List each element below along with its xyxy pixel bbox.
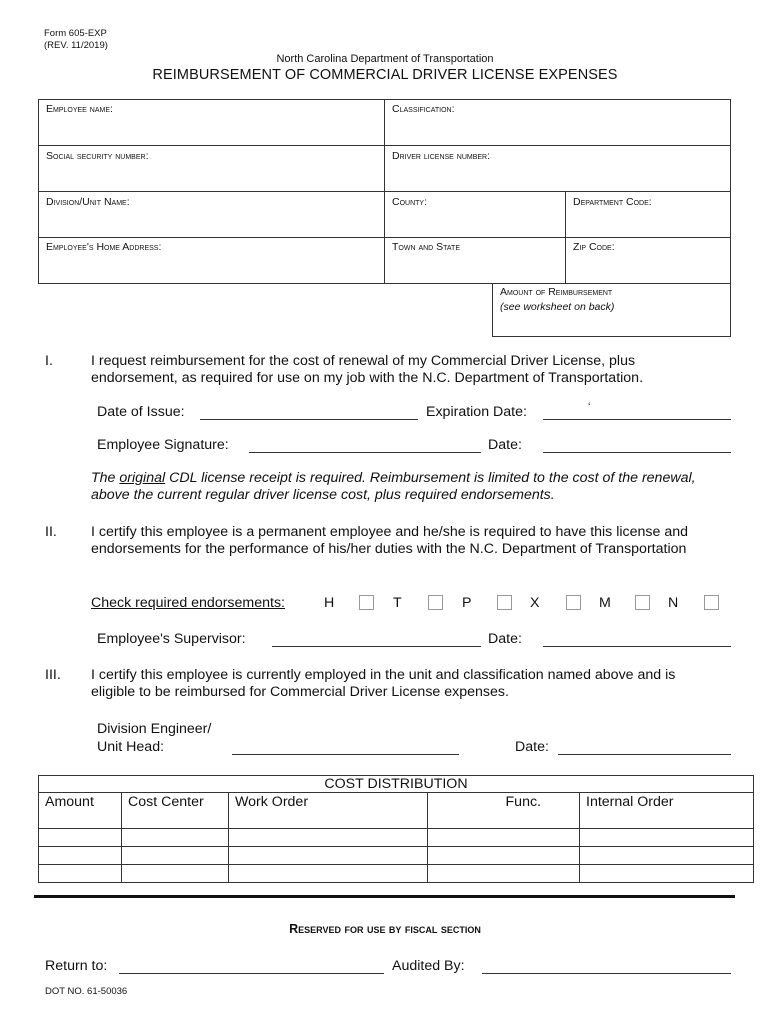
driver-license-field[interactable]	[384, 145, 731, 192]
section-1-numeral: I.	[45, 353, 53, 369]
endorsement-n-label: N	[668, 595, 679, 611]
section-3-text: I certify this employee is currently employed in the unit and classification named above and is eligible to be reimbursed for Commercial Driver License expenses.	[91, 667, 676, 700]
form-title: REIMBURSEMENT OF COMMERCIAL DRIVER LICENSE EXPENSES	[152, 67, 618, 83]
supervisor-line[interactable]	[272, 646, 481, 647]
cost-center-cell[interactable]	[122, 847, 229, 865]
func-cell[interactable]	[428, 847, 580, 865]
endorsement-h-label: H	[324, 595, 335, 611]
column-amount: Amount	[39, 793, 122, 829]
audited-by-line[interactable]	[482, 973, 731, 974]
fiscal-section-heading: Reserved for use by fiscal section	[289, 922, 481, 936]
classification-label: Classification:	[392, 103, 455, 115]
column-internal-order: Internal Order	[580, 793, 754, 829]
endorsement-n-checkbox[interactable]	[704, 595, 719, 610]
endorsement-x-checkbox[interactable]	[566, 595, 581, 610]
endorsement-m-label: M	[599, 595, 611, 611]
county-label: County:	[392, 196, 427, 208]
amount-cell[interactable]	[39, 847, 122, 865]
table-row	[39, 847, 754, 865]
amount-cell[interactable]	[39, 829, 122, 847]
employee-name-field[interactable]	[38, 99, 385, 146]
receipt-note-prefix: The	[91, 470, 120, 486]
endorsement-t-checkbox[interactable]	[428, 595, 443, 610]
column-work-order: Work Order	[229, 793, 428, 829]
supervisor-date-line[interactable]	[543, 646, 731, 647]
division-unit-field[interactable]	[38, 191, 385, 238]
internal-order-cell[interactable]	[580, 865, 754, 883]
department-code-field[interactable]	[565, 191, 731, 238]
town-state-field[interactable]	[384, 237, 566, 284]
employee-name-label: Employee name:	[46, 103, 113, 115]
ssn-label: Social security number:	[46, 150, 149, 162]
internal-order-cell[interactable]	[580, 829, 754, 847]
classification-field[interactable]	[384, 99, 731, 146]
form-revision: (REV. 11/2019)	[44, 40, 108, 51]
expiration-mark: ‘	[588, 401, 591, 413]
table-row	[39, 865, 754, 883]
form-number: Form 605-EXP	[44, 28, 107, 39]
supervisor-date-label: Date:	[488, 631, 522, 647]
employee-signature-line[interactable]	[249, 452, 481, 453]
work-order-cell[interactable]	[229, 865, 428, 883]
reimbursement-note: (see worksheet on back)	[500, 301, 615, 313]
column-cost-center: Cost Center	[122, 793, 229, 829]
reimbursement-amount-label: Amount of Reimbursement	[500, 286, 613, 298]
reimbursement-amount-field[interactable]	[492, 283, 731, 337]
department-name: North Carolina Department of Transportation	[276, 53, 494, 65]
section-1-text: I request reimbursement for the cost of renewal of my Commercial Driver License, plus endorsement, as required for use on my job with the N.C. Department of Transportation.	[91, 353, 644, 386]
func-cell[interactable]	[428, 865, 580, 883]
cost-distribution-header-row	[39, 793, 754, 829]
return-to-label: Return to:	[45, 958, 108, 974]
endorsement-t-label: T	[393, 595, 402, 611]
home-address-label: Employee's Home Address:	[46, 241, 162, 253]
unit-head-date-line[interactable]	[558, 754, 731, 755]
home-address-field[interactable]	[38, 237, 385, 284]
unit-head-line[interactable]	[232, 754, 459, 755]
work-order-cell[interactable]	[229, 829, 428, 847]
check-endorsements-label: Check required endorsements:	[91, 595, 285, 611]
section-3-numeral: III.	[45, 667, 61, 683]
ssn-field[interactable]	[38, 145, 385, 192]
expiration-date-label: Expiration Date:	[426, 404, 527, 420]
cost-distribution-title: COST DISTRIBUTION	[39, 776, 754, 793]
county-field[interactable]	[384, 191, 566, 238]
division-unit-label: Division/Unit Name:	[46, 196, 130, 208]
cost-distribution-title-row	[39, 776, 754, 793]
endorsement-p-label: P	[462, 595, 472, 611]
section-2-numeral: II.	[45, 524, 57, 540]
cost-center-cell[interactable]	[122, 865, 229, 883]
audited-by-label: Audited By:	[392, 958, 465, 974]
date-of-issue-line[interactable]	[200, 419, 418, 420]
endorsement-h-checkbox[interactable]	[359, 595, 374, 610]
endorsement-x-label: X	[530, 595, 540, 611]
town-state-label: Town and State	[392, 241, 460, 253]
endorsement-p-checkbox[interactable]	[497, 595, 512, 610]
signature-date-label: Date:	[488, 437, 522, 453]
work-order-cell[interactable]	[229, 847, 428, 865]
unit-head-label: Unit Head:	[97, 739, 165, 755]
unit-head-date-label: Date:	[515, 739, 549, 755]
date-of-issue-label: Date of Issue:	[97, 404, 185, 420]
division-engineer-label: Division Engineer/	[97, 721, 212, 737]
cost-center-cell[interactable]	[122, 829, 229, 847]
expiration-date-line[interactable]	[543, 419, 731, 420]
signature-date-line[interactable]	[543, 452, 731, 453]
supervisor-label: Employee's Supervisor:	[97, 631, 246, 647]
department-code-label: Department Code:	[573, 196, 652, 208]
receipt-note	[91, 470, 701, 504]
internal-order-cell[interactable]	[580, 847, 754, 865]
receipt-note-body: CDL license receipt is required. Reimbursement is limited to the cost of the renewal, above the current regular driver license cost, plus required endorsements.	[91, 470, 696, 503]
cost-distribution-table	[38, 775, 754, 883]
fiscal-divider	[34, 895, 735, 898]
zip-code-field[interactable]	[565, 237, 731, 284]
dot-number: DOT NO. 61-50036	[45, 986, 128, 997]
column-func: Func.	[428, 793, 580, 829]
amount-cell[interactable]	[39, 865, 122, 883]
section-2-text: I certify this employee is a permanent employee and he/she is required to have this license and endorsements for the performance of his/her duties with the N.C. Department of Transportation	[91, 524, 688, 557]
return-to-line[interactable]	[119, 973, 384, 974]
receipt-note-original: original	[119, 470, 166, 486]
table-row	[39, 829, 754, 847]
driver-license-label: Driver license number:	[392, 150, 491, 162]
employee-signature-label: Employee Signature:	[97, 437, 229, 453]
endorsement-m-checkbox[interactable]	[635, 595, 650, 610]
func-cell[interactable]	[428, 829, 580, 847]
zip-code-label: Zip Code:	[573, 241, 615, 253]
